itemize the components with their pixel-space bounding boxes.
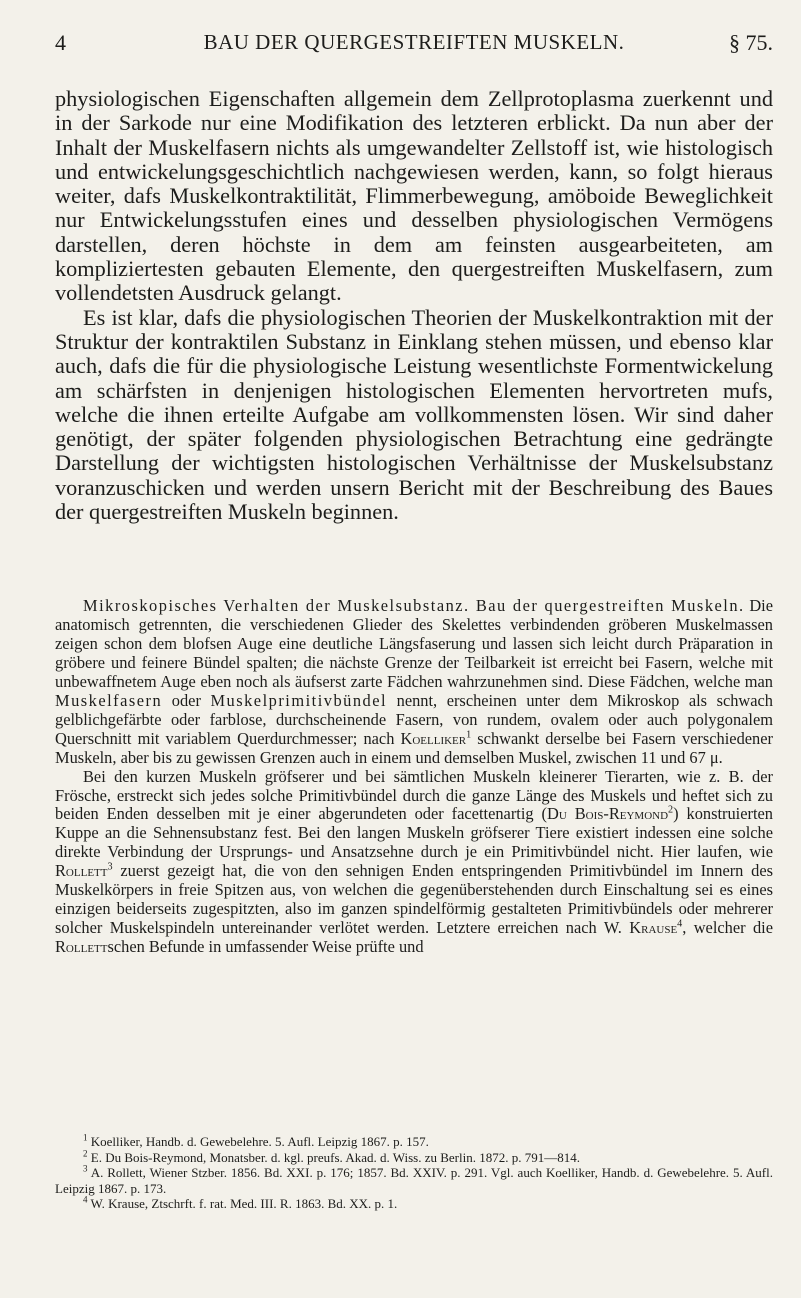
running-title: BAU DER QUERGESTREIFTEN MUSKELN. xyxy=(203,30,625,54)
author-name: Krause xyxy=(629,918,678,938)
footnote-text: E. Du Bois-Reymond, Monatsber. d. kgl. preufs. Akad. d. Wiss. zu Berlin. 1872. p. 791—814. xyxy=(90,1149,580,1165)
text-segment: schen Befunde in umfassender Weise prüfte und xyxy=(107,937,424,957)
text-segment: ) konstruierten Kuppe an die Sehnensubstanz fest. Bei den langen Muskeln gröfserer Tiere existiert indessen eine solche direkte Verbindung der Ursprungs- und Ansatzsehne durch je ein Primitivbündel nicht. Hier laufen, wie xyxy=(55,804,773,862)
running-header xyxy=(55,30,773,60)
footnote-reference: 4 xyxy=(677,918,683,930)
main-paragraph-1: physiologischen Eigenschaften allgemein dem Zellprotoplasma zuerkennt und in der Sarkode nur eine Modifikation des letzteren erblickt. Da nun aber der Inhalt der Muskelfasern nichts als umgewandelter Zellstoff ist, wie histologisch und entwickelungsgeschichtlich nachgewiesen werden, kann, so folgt hieraus weiter, dafs Muskelkontraktilität, Flimmerbewegung, amöboide Beweglichkeit nur Entwickelungsstufen eines und desselben physiologischen Vermögens darstellen, deren höchste in dem am feinsten ausgearbeiteten, am kompliziertesten gebauten Elemente, den quergestreiften Muskelfasern, zum vollendetsten Ausdruck gelangt. xyxy=(55,86,773,306)
footnote-number: 1 xyxy=(83,1132,88,1143)
author-name: Rollett xyxy=(55,861,108,881)
main-text xyxy=(55,87,773,524)
footnote-text: W. Krause, Ztschrft. f. rat. Med. III. R. 1863. Bd. XX. p. 1. xyxy=(90,1196,398,1211)
small-paragraph-2 xyxy=(55,768,773,958)
text-segment: schwankt derselbe bei Fasern verschiedener Muskeln, aber bis zu gewissen Grenzen auch in einem und demselben Muskel, zwischen 11 und 67 μ. xyxy=(55,728,773,767)
author-name: Rollett xyxy=(55,937,108,957)
footnote-number: 4 xyxy=(83,1194,88,1205)
term-muskelfasern: Muskelfasern xyxy=(55,690,163,710)
footnote xyxy=(55,1165,773,1196)
footnote-number: 3 xyxy=(83,1163,88,1174)
footnote xyxy=(55,1150,773,1166)
footnote xyxy=(55,1196,773,1212)
text-segment: , welcher die xyxy=(682,918,773,938)
footnote-number: 2 xyxy=(83,1148,88,1159)
footnotes xyxy=(55,1134,773,1212)
footnote-reference: 2 xyxy=(668,805,674,817)
term-muskelprimitivbuendel: Muskelprimitivbündel xyxy=(210,690,388,710)
page-number: 4 xyxy=(55,30,66,55)
text-segment: Die anatomisch getrennten, die verschiedenen Glieder des Skelettes verbindenden gröberen Muskelmassen zeigen schon dem blofsen Auge eine deutliche Längsfaserung und lassen sich leicht durch Präparation in gröbere und feinere Bündel spalten; die nächste Grenze der Teilbarkeit ist erreicht bei Fasern, welche mit unbewaffnetem Auge eben noch als äufserst zarte Fädchen wahrzunehmen sind. Diese Fädchen, welche man xyxy=(55,596,773,691)
author-name: Koelliker xyxy=(400,728,467,748)
footnote xyxy=(55,1134,773,1150)
author-name: Du Bois-Reymond xyxy=(546,804,669,824)
main-paragraph-2: Es ist klar, dafs die physiologischen Theorien der Muskelkontraktion mit der Struktur der kontraktilen Substanz in Einklang stehen müssen, und ebenso klar auch, dafs die für die physiologische Leistung wesentlichste Formentwickelung am schärfsten in denjenigen histologischen Elementen hervortreten mufs, welche die ihnen erteilte Aufgabe am vollkommensten lösen. Wir sind daher genötigt, der später folgenden physiologischen Betrachtung eine gedrängte Darstellung der wichtigsten histologischen Verhältnisse der Muskelsubstanz voranzuschicken und werden unsern Bericht mit der Beschreibung des Baues der quergestreiften Muskeln beginnen. xyxy=(55,304,773,525)
text-segment: nennt, erscheinen unter dem Mikroskop als schwach gelblichgefärbte oder farblose, durchscheinende Fasern, von rundem, ovalem oder auch polygonalem Querschnitt mit variablem Querdurchmesser; nach xyxy=(55,690,774,748)
text-segment: zuerst gezeigt hat, die von den sehnigen Enden entspringenden Primitivbündel im Innern des Muskelkörpers in freie Spitzen aus, von welchen die gegenüberstehenden durch Einschaltung sei es eines einzigen beiderseits zugespitzten, also im ganzen spindelförmig gestalteten Primitivbündels oder mehrerer solcher Muskelspindeln untereinander verlötet werden. Letztere erreichen nach W. xyxy=(55,861,773,938)
text-segment: Bei den kurzen Muskeln gröfserer und bei sämtlichen Muskeln kleinerer Tierarten, wie z. B. der Frösche, erstreckt sich jedes solche Primitivbündel durch die ganze Länge des Muskels und heftet sich zu beiden Enden desselben mit je einer abgerundeten oder facettenartig ( xyxy=(55,766,773,824)
footnote-reference: 3 xyxy=(107,861,113,873)
small-print-text xyxy=(55,597,773,957)
text-segment: oder xyxy=(171,690,201,710)
section-heading: Mikroskopisches Verhalten der Muskelsubstanz. Bau der quergestreiften Muskeln. xyxy=(83,596,745,615)
section-number: § 75. xyxy=(729,30,773,55)
footnote-text: A. Rollett, Wiener Stzber. 1856. Bd. XXI. p. 176; 1857. Bd. XXIV. p. 291. Vgl. auch Koelliker, Handb. d. Gewebelehre. 5. Aufl. Leipzig 1867. p. 173. xyxy=(55,1165,773,1196)
footnote-text: Koelliker, Handb. d. Gewebelehre. 5. Aufl. Leipzig 1867. p. 157. xyxy=(90,1134,429,1149)
footnote-reference: 1 xyxy=(466,729,472,741)
small-paragraph-1 xyxy=(55,597,773,768)
